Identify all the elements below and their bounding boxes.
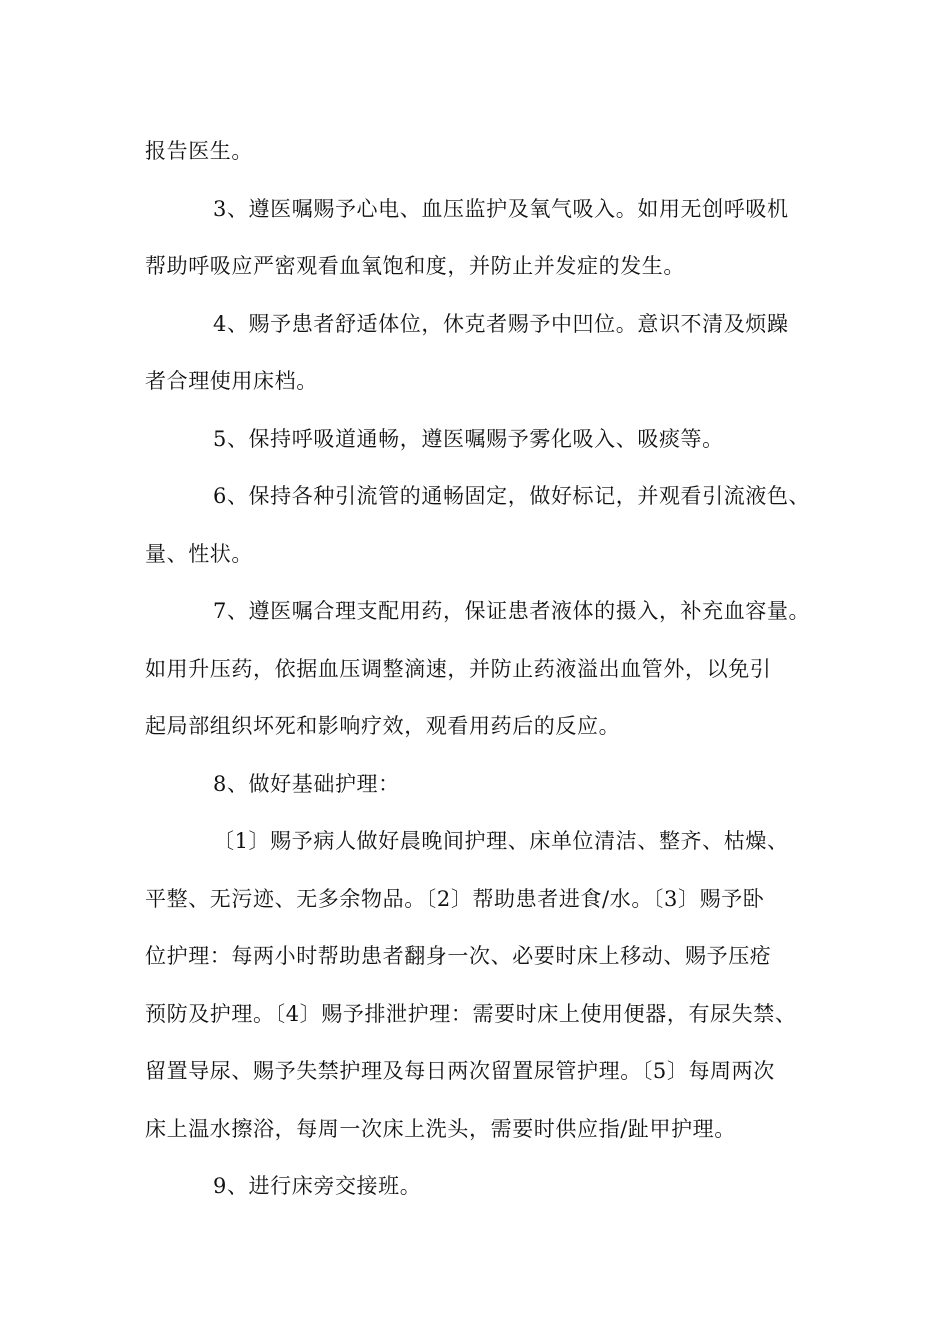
text-line: 平整、无污迹、无多余物品。〔2〕帮助患者进食/水。〔3〕赐予卧 [145, 887, 765, 911]
text-line: 8、做好基础护理： [213, 772, 400, 796]
text-line: 报告医生。 [145, 139, 253, 163]
text-line: 床上温水擦浴，每周一次床上洗头，需要时供应指/趾甲护理。 [145, 1117, 736, 1141]
text-line: 7、遵医嘱合理支配用药，保证患者液体的摄入，补充血容量。 [213, 599, 811, 623]
text-line: 6、保持各种引流管的通畅固定，做好标记，并观看引流液色、 [213, 484, 811, 508]
text-line: 起局部组织坏死和影响疗效，观看用药后的反应。 [145, 714, 621, 738]
text-line: 留置导尿、赐予失禁护理及每日两次留置尿管护理。〔5〕每周两次 [145, 1059, 775, 1083]
text-line: 5、保持呼吸道通畅，遵医嘱赐予雾化吸入、吸痰等。 [213, 427, 724, 451]
text-line: 〔1〕赐予病人做好晨晚间护理、床单位清洁、整齐、枯燥、 [213, 829, 789, 853]
text-line: 3、遵医嘱赐予心电、血压监护及氧气吸入。如用无创呼吸机 [213, 197, 789, 221]
text-line: 者合理使用床档。 [145, 369, 318, 393]
text-line: 4、赐予患者舒适体位，休克者赐予中凹位。意识不清及烦躁 [213, 312, 789, 336]
text-line: 预防及护理。〔4〕赐予排泄护理：需要时床上使用便器，有尿失禁、 [145, 1002, 797, 1026]
text-line: 9、进行床旁交接班。 [213, 1174, 422, 1198]
text-line: 量、性状。 [145, 542, 253, 566]
text-line: 如用升压药，依据血压调整滴速，并防止药液溢出血管外，以免引 [145, 657, 772, 681]
text-line: 位护理：每两小时帮助患者翻身一次、必要时床上移动、赐予压疮 [145, 944, 772, 968]
text-line: 帮助呼吸应严密观看血氧饱和度，并防止并发症的发生。 [145, 254, 685, 278]
